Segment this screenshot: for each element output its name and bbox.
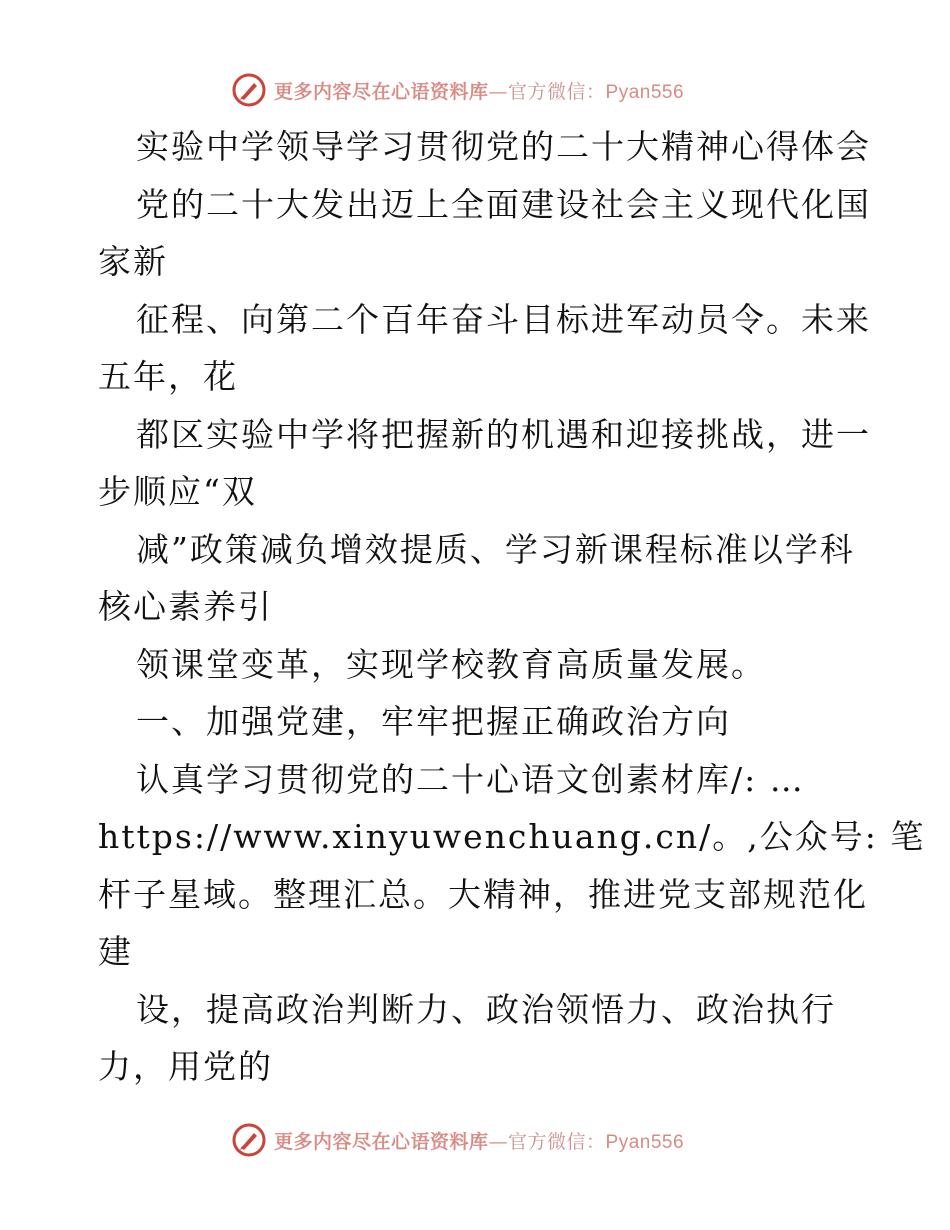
banner-wechat-id: Pyan556 (605, 81, 685, 103)
text-line: 一、加强党建，牢牢把握正确政治方向 (136, 702, 731, 741)
text-line: 党的二十大发出迈上全面建设社会主义现代化国 (136, 184, 871, 224)
text-line: 减”政策减负增效提质、学习新课程标准以学科 (136, 529, 855, 569)
banner-text (274, 77, 684, 104)
text-line: 步顺应“双 (98, 472, 257, 511)
text-line: 征程、向第二个百年奋斗目标进军动员令。未来 (136, 299, 871, 339)
text-line: https://www.xinyuwenchuang.cn/。,公众号: 笔 (98, 817, 926, 856)
footer-banner (232, 1120, 732, 1160)
banner-separator: — (488, 1130, 509, 1153)
text-line: 实验中学领导学习贯彻党的二十大精神心得体会 (136, 127, 871, 166)
document-body (98, 118, 926, 1096)
banner-main-text: 更多内容尽在心语资料库 (274, 1130, 489, 1153)
text-line: 家新 (98, 242, 168, 281)
text-line: 认真学习贯彻党的二十心语文创素材库/: … (136, 759, 805, 799)
text-line: 建 (98, 932, 133, 971)
text-line: 领课堂变革，实现学校教育高质量发展。 (136, 644, 766, 684)
text-line: 设，提高政治判断力、政治领悟力、政治执行 (136, 989, 836, 1029)
pen-logo-icon (232, 73, 266, 107)
text-line: 力，用党的 (98, 1047, 273, 1086)
banner-separator: — (488, 80, 509, 103)
text-line: 核心素养引 (98, 587, 273, 626)
pen-logo-icon (232, 1123, 266, 1157)
text-line: 都区实验中学将把握新的机遇和迎接挑战，进一 (136, 414, 871, 454)
banner-wechat-label: 官方微信： (508, 1130, 606, 1153)
banner-main-text: 更多内容尽在心语资料库 (274, 80, 489, 103)
banner-text (274, 1127, 684, 1154)
banner-wechat-label: 官方微信： (508, 80, 606, 103)
banner-wechat-id: Pyan556 (605, 1131, 685, 1153)
header-banner (232, 70, 732, 110)
text-line: 五年，花 (98, 357, 238, 396)
text-line: 杆子星域。整理汇总。大精神，推进党支部规范化 (98, 874, 868, 914)
